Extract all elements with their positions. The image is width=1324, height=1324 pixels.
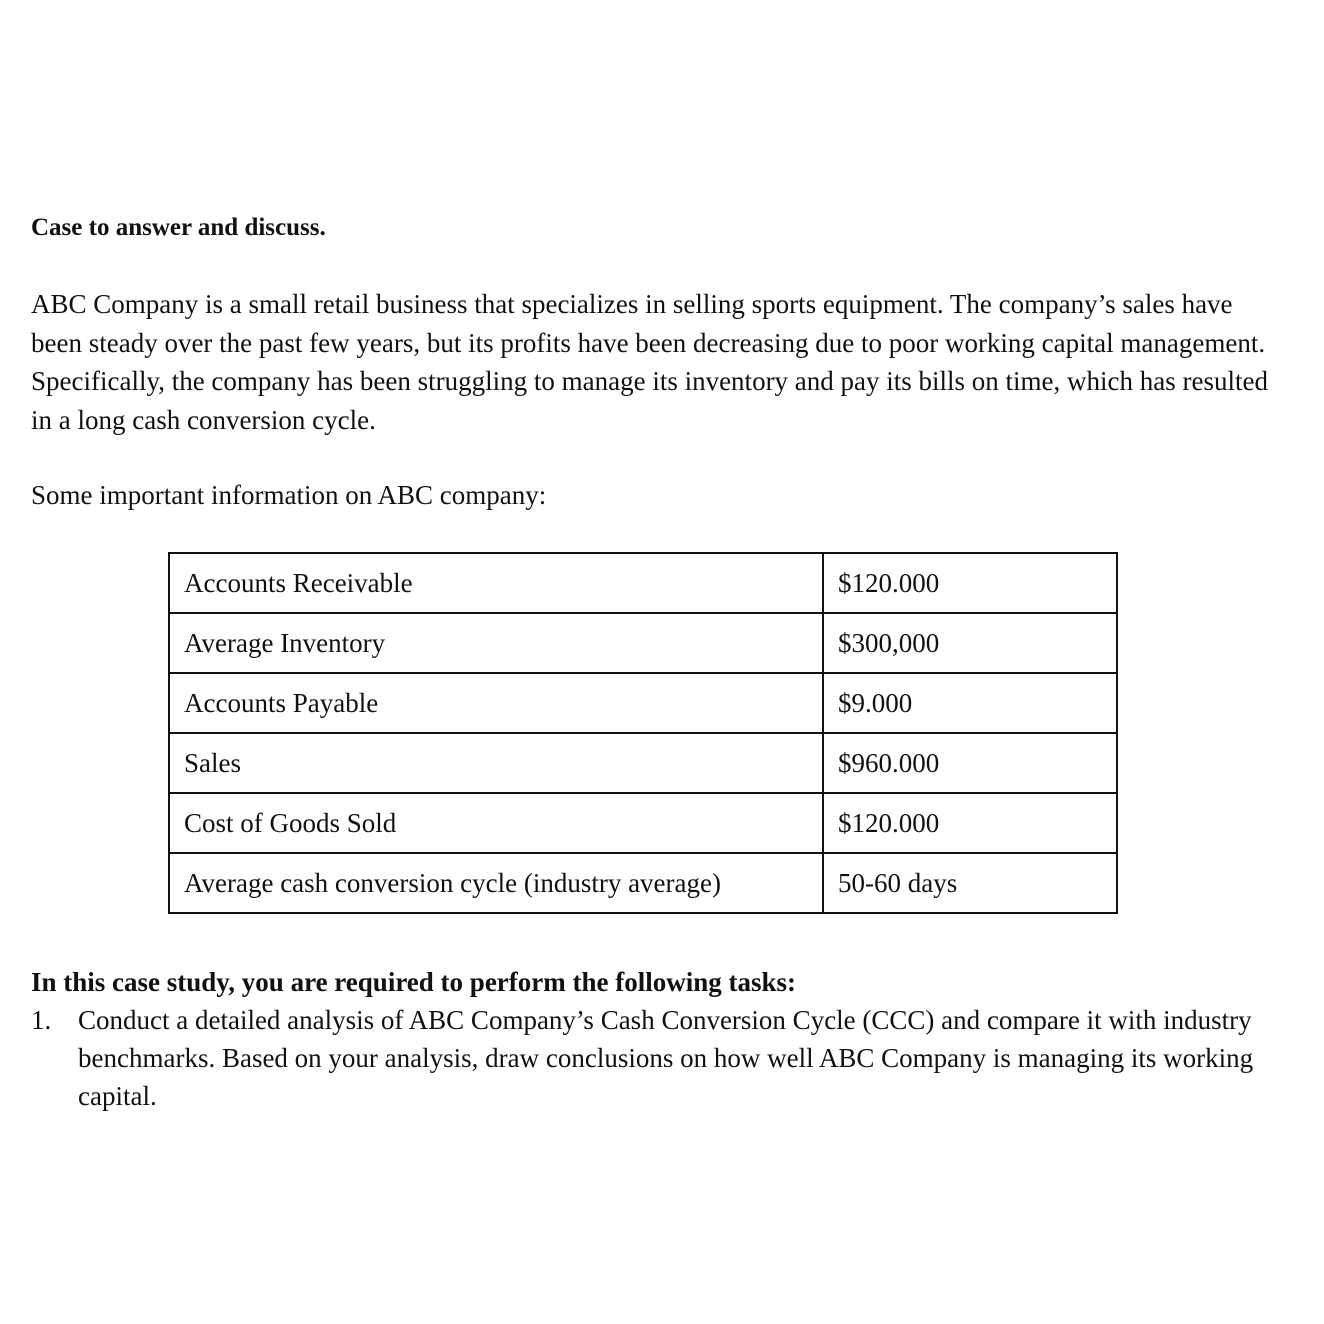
row-value: 50-60 days [823, 853, 1117, 913]
task-number: 1. [31, 1005, 52, 1035]
info-lead-text: Some important information on ABC company: [31, 480, 547, 510]
table-row [169, 613, 1117, 673]
table-row [169, 673, 1117, 733]
case-heading: Case to answer and discuss. [31, 214, 326, 241]
table-row [169, 853, 1117, 913]
task-list [31, 1001, 1261, 1115]
tasks-heading: In this case study, you are required to perform the following tasks: [31, 967, 797, 997]
row-label: Average Inventory [169, 613, 823, 673]
company-info-table [168, 552, 1118, 914]
row-label: Accounts Receivable [169, 553, 823, 613]
row-value: $960.000 [823, 733, 1117, 793]
table-row [169, 733, 1117, 793]
row-label: Cost of Goods Sold [169, 793, 823, 853]
row-label: Sales [169, 733, 823, 793]
intro-paragraph: ABC Company is a small retail business that specializes in selling sports equipment. The company’s sales have been steady over the past few years, but its profits have been decreasing due to poor working capital management. Specifically, the company has been struggling to manage its inventory and pay its bills on time, which has resulted in a long cash conversion cycle. [31, 289, 1268, 435]
row-value: $300,000 [823, 613, 1117, 673]
table-row [169, 553, 1117, 613]
row-value: $120.000 [823, 793, 1117, 853]
table-row [169, 793, 1117, 853]
task-text: Conduct a detailed analysis of ABC Company’s Cash Conversion Cycle (CCC) and compare it with industry benchmarks. Based on your analysis, draw conclusions on how well ABC Company is managing its working capital. [78, 1005, 1254, 1111]
row-value: $120.000 [823, 553, 1117, 613]
list-item [31, 1001, 1261, 1115]
row-label: Accounts Payable [169, 673, 823, 733]
row-label: Average cash conversion cycle (industry average) [169, 853, 823, 913]
row-value: $9.000 [823, 673, 1117, 733]
